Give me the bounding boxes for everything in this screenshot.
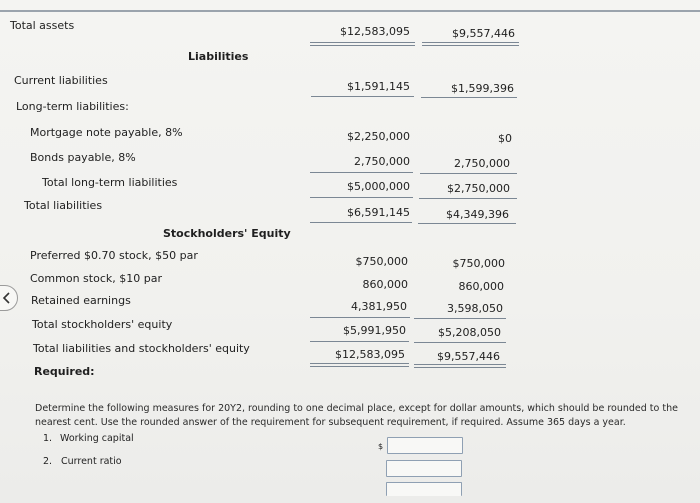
common-stock-label: Common stock, $10 par (30, 272, 162, 285)
common-stock-2: 860,000 (362, 278, 408, 291)
total-equity-label: Total stockholders' equity (32, 318, 173, 331)
retained-earnings-label: Retained earnings (31, 294, 131, 307)
current-liabilities-1: $1,599,396 (451, 82, 514, 95)
underline (420, 173, 517, 174)
current-liabilities-label: Current liabilities (14, 74, 108, 87)
working-capital-label: Working capital (60, 433, 134, 444)
item-number: 2. (43, 456, 53, 467)
total-liabilities-equity-2: $12,583,095 (335, 348, 405, 361)
mortgage-label: Mortgage note payable, 8% (30, 126, 183, 139)
item-number: 1. (43, 433, 53, 444)
total-liabilities-equity-1: $9,557,446 (437, 350, 500, 363)
underline (419, 198, 517, 199)
total-equity-1: $5,208,050 (438, 326, 501, 339)
chevron-left-icon (2, 292, 11, 304)
double-underline (310, 363, 409, 367)
common-stock-1: 860,000 (458, 280, 504, 293)
dollar-prefix: $ (378, 442, 384, 451)
current-ratio-label: Current ratio (61, 456, 122, 467)
underline (414, 318, 506, 319)
double-underline (422, 42, 519, 46)
retained-earnings-2: 4,381,950 (351, 300, 407, 313)
back-button[interactable] (0, 285, 18, 311)
total-liabilities-1: $4,349,396 (446, 208, 509, 221)
underline (421, 97, 517, 98)
next-answer-input[interactable] (386, 482, 462, 496)
preferred-stock-label: Preferred $0.70 stock, $50 par (30, 249, 198, 262)
total-liabilities-label: Total liabilities (24, 199, 103, 212)
mortgage-1: $0 (498, 132, 512, 145)
double-underline (414, 364, 506, 368)
working-capital-input[interactable] (387, 437, 463, 454)
underline (310, 341, 409, 342)
underline (310, 222, 412, 223)
bonds-1: 2,750,000 (454, 157, 510, 170)
preferred-stock-2: $750,000 (355, 255, 408, 268)
bonds-2: 2,750,000 (354, 155, 410, 168)
current-ratio-input[interactable] (386, 460, 462, 477)
retained-earnings-1: 3,598,050 (447, 302, 503, 315)
equity-heading: Stockholders' Equity (163, 227, 291, 240)
total-long-term-1: $2,750,000 (447, 182, 510, 195)
bonds-label: Bonds payable, 8% (30, 151, 136, 164)
total-long-term-2: $5,000,000 (347, 180, 410, 193)
underline (414, 342, 506, 343)
underline (310, 317, 410, 318)
total-equity-2: $5,991,950 (343, 324, 406, 337)
current-liabilities-2: $1,591,145 (347, 80, 410, 93)
instructions-text: Determine the following measures for 20Y2, rounding to one decimal place, except for dollar amounts, which should be rounded to the nearest cent. Use the rounded answer of the requirement for subsequent requirement, if required. Assume 365 days a year. (35, 403, 678, 428)
underline (310, 172, 413, 173)
total-assets-label: Total assets (10, 19, 75, 32)
underline (310, 197, 413, 198)
double-underline (310, 42, 415, 46)
top-rule (0, 10, 700, 12)
total-liabilities-2: $6,591,145 (347, 206, 410, 219)
underline (311, 96, 414, 97)
preferred-stock-1: $750,000 (452, 257, 505, 270)
required-heading: Required: (34, 365, 95, 378)
long-term-liabilities-label: Long-term liabilities: (16, 100, 129, 113)
mortgage-2: $2,250,000 (347, 130, 410, 143)
liabilities-heading: Liabilities (188, 50, 249, 63)
total-long-term-label: Total long-term liabilities (42, 176, 178, 189)
underline (418, 223, 516, 224)
total-assets-1: $9,557,446 (452, 27, 515, 40)
total-assets-2: $12,583,095 (340, 25, 410, 38)
total-liabilities-equity-label: Total liabilities and stockholders' equity (33, 342, 250, 355)
